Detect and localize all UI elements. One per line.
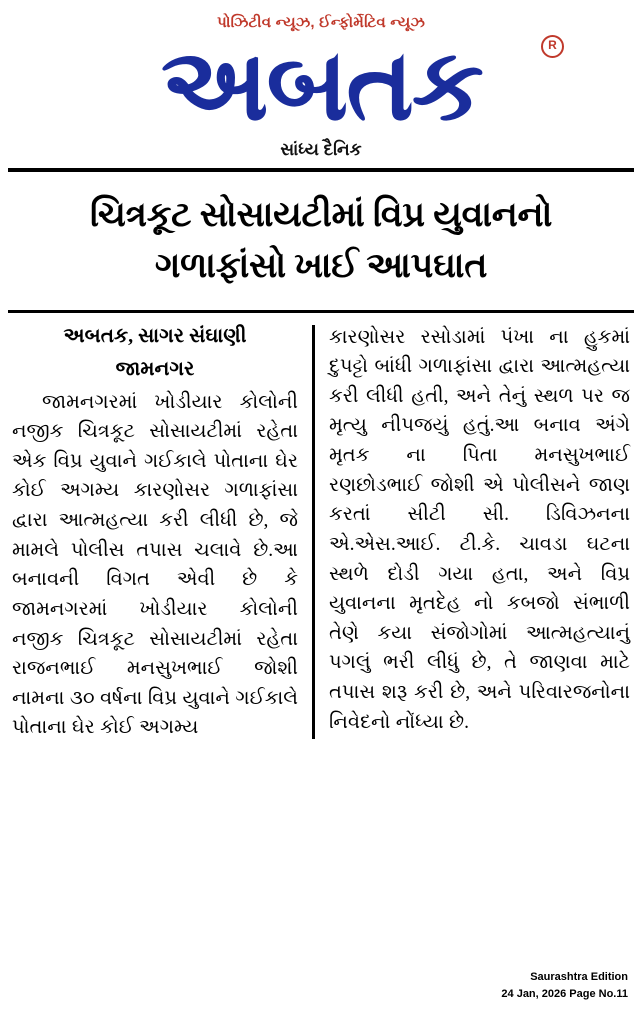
article-dateline-city: જામનગર	[115, 357, 195, 380]
masthead-tagline-top: પોઝિટીવ ન્યૂઝ, ઈન્ફોર્મેટિવ ન્યૂઝ	[216, 14, 426, 31]
registered-trademark-icon: R	[541, 35, 564, 58]
footer-edition: Saurashtra Edition	[530, 971, 628, 983]
article-body	[0, 313, 642, 744]
masthead-tagline-bottom: સાંધ્ય દૈનિક	[280, 140, 362, 159]
article-text-right: કારણોસર રસોડામાં પંખા ના હુકમાં દુપટ્ટો બાંધી ગળાફાંસા દ્વારા આત્મહત્યા કરી લીધી હતી, અને તેનું સ્થળ પર જ મૃત્યુ નીપજયું હતું.આ બનાવ અંગે મૃતક ના પિતા મનસુખભાઈ રણછોડભાઈ જોશી એ પોલીસને જાણ કરતાં સીટી સી. ડિવિઝનના એ.એસ.આઈ. ટી.કે. ચાવડા ઘટના સ્થળે દોડી ગયા હતા, અને વિપ્ર યુવાનના મૃતદેહ નો કબજો સંભાળી તેણે કયા સંજોગોમાં આત્મહત્યાનું પગલું ભરી લીધું છે, તે જાણવા માટે તપાસ શરૂ કરી છે, અને પરિવારજનોના નિવેદનો નોંધ્યા છે.	[329, 326, 630, 733]
masthead	[0, 0, 642, 160]
article-column-right	[315, 323, 630, 744]
article-text-left: જામનગરમાં ખોડીયાર કોલોની નજીક ચિત્રકૂટ સોસાયટીમાં રહેતા એક વિપ્ર યુવાને ગઈકાલે પોતાના ઘેર કોઈ અગમ્ય કારણોસર ગળાફાંસા દ્વારા આત્મહત્યા કરી લીધી છે, જે મામલે પોલીસ તપાસ ચલાવે છે.આ બનાવની વિગત એવી છે કે જામનગરમાં ખોડીયાર કોલોની નજીક ચિત્રકૂટ સોસાયટીમાં રહેતા રાજનભાઈ મનસુખભાઈ જોશી નામના ૩૦ વર્ષના વિપ્ર યુવાને ગઈકાલે પોતાના ઘેર કોઈ અગમ્ય	[12, 391, 298, 739]
article-byline: અબતક, સાગર સંઘાણી	[63, 324, 247, 347]
article-column-left	[12, 323, 312, 744]
page-footer	[501, 969, 628, 1002]
masthead-logo: અબતક	[160, 30, 482, 141]
article-headline	[0, 172, 642, 302]
masthead-logo-row	[0, 30, 642, 141]
headline-line-1: ચિત્રકૂટ સોસાયટીમાં વિપ્ર યુવાનનો	[89, 195, 553, 234]
footer-date-page: 24 Jan, 2026 Page No.11	[501, 987, 628, 1000]
headline-line-2: ગળાફાંસો ખાઈ આપઘાત	[154, 245, 488, 285]
